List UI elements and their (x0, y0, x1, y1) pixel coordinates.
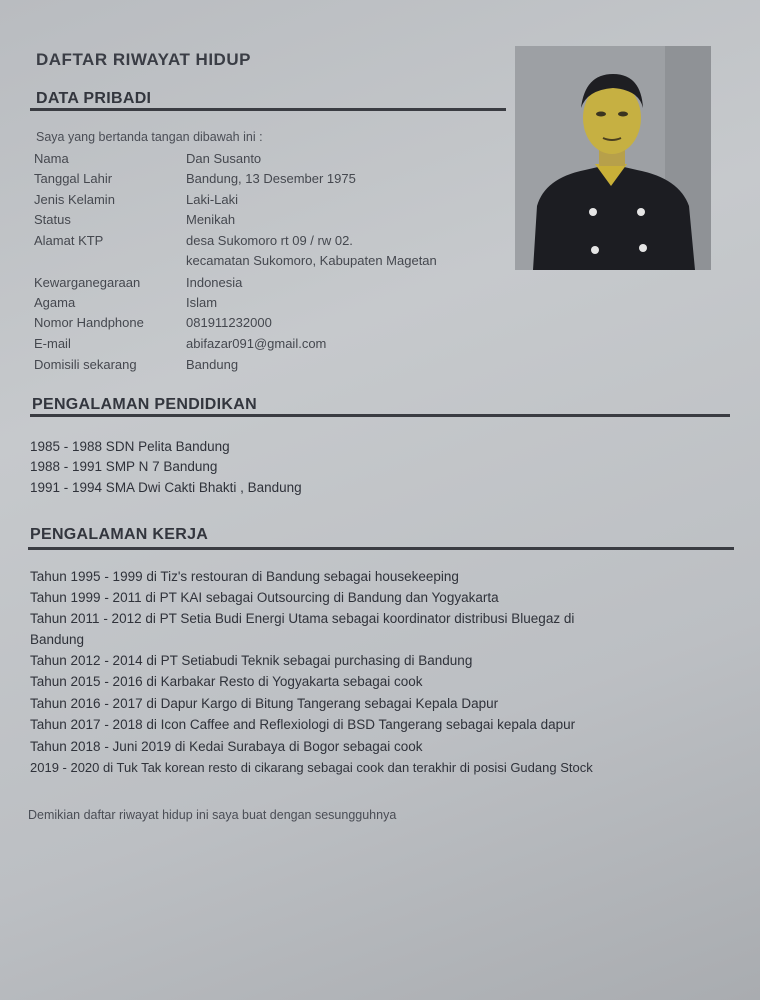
field-value: Laki-Laki (186, 192, 239, 207)
profile-photo (515, 46, 711, 270)
work-item: Tahun 2015 - 2016 di Karbakar Resto di Yogyakarta sebagai cook (30, 674, 423, 689)
section-divider (28, 547, 734, 550)
section-heading-personal: DATA PRIBADI (36, 90, 152, 107)
work-item: Tahun 2011 - 2012 di PT Setia Budi Energi Utama sebagai koordinator distribusi Bluegaz di (30, 611, 575, 626)
field-value: Bandung (186, 357, 239, 372)
field-row-nama (34, 151, 261, 166)
section-divider (30, 108, 506, 111)
intro-text: Saya yang bertanda tangan dibawah ini : (36, 130, 263, 144)
field-row-agama (34, 295, 217, 310)
work-item: Tahun 2016 - 2017 di Dapur Kargo di Bitung Tangerang sebagai Kepala Dapur (30, 696, 499, 711)
field-label: E-mail (34, 336, 71, 351)
section-heading-work: PENGALAMAN KERJA (30, 526, 209, 543)
field-value: abifazar091@gmail.com (186, 336, 327, 351)
field-value: Bandung, 13 Desember 1975 (186, 171, 356, 186)
field-label: Nama (34, 151, 69, 166)
education-item: 1985 - 1988 SDN Pelita Bandung (30, 439, 230, 454)
field-label: Nomor Handphone (34, 315, 144, 330)
field-label: Agama (34, 295, 76, 310)
work-item: Tahun 2018 - Juni 2019 di Kedai Surabaya di Bogor sebagai cook (30, 739, 423, 754)
work-item: Tahun 2012 - 2014 di PT Setiabudi Teknik sebagai purchasing di Bandung (30, 653, 473, 668)
field-label: Kewarganegaraan (34, 275, 141, 290)
field-value: Menikah (186, 212, 236, 227)
field-value: Islam (186, 295, 218, 310)
field-label: Tanggal Lahir (34, 171, 113, 186)
field-label: Status (34, 212, 71, 227)
field-value: 081911232000 (186, 315, 272, 330)
field-row-email (34, 336, 326, 351)
page-title: DAFTAR RIWAYAT HIDUP (36, 50, 251, 69)
field-value: desa Sukomoro rt 09 / rw 02. (186, 233, 353, 248)
field-row-status (34, 212, 235, 227)
field-label: Alamat KTP (34, 233, 104, 248)
work-item: 2019 - 2020 di Tuk Tak korean resto di cikarang sebagai cook dan terakhir di posisi Gudang Stock (30, 760, 593, 775)
closing-statement: Demikian daftar riwayat hidup ini saya buat dengan sesungguhnya (28, 808, 397, 822)
field-row-alamat-cont (34, 253, 437, 268)
field-label: Jenis Kelamin (34, 192, 115, 207)
field-row-kewarganegaraan (34, 275, 242, 290)
work-item: Tahun 1999 - 2011 di PT KAI sebagai Outsourcing di Bandung dan Yogyakarta (30, 590, 499, 605)
work-item: Tahun 2017 - 2018 di Icon Caffee and Reflexiologi di BSD Tangerang sebagai kepala dapur (30, 717, 576, 732)
work-item: Bandung (30, 632, 85, 647)
field-row-handphone (34, 315, 272, 330)
field-row-tanggal-lahir (34, 171, 356, 186)
field-row-domisili (34, 357, 238, 372)
field-value: Indonesia (186, 275, 243, 290)
field-value: Dan Susanto (186, 151, 262, 166)
section-heading-education: PENGALAMAN PENDIDIKAN (32, 396, 257, 413)
profile-photo-illustration (515, 46, 711, 270)
education-item: 1991 - 1994 SMA Dwi Cakti Bhakti , Bandung (30, 480, 302, 495)
work-item: Tahun 1995 - 1999 di Tiz's restouran di Bandung sebagai housekeeping (30, 569, 459, 584)
section-divider (30, 414, 730, 417)
field-label: Domisili sekarang (34, 357, 137, 372)
field-row-alamat-ktp (34, 233, 353, 248)
education-item: 1988 - 1991 SMP N 7 Bandung (30, 459, 218, 474)
field-value: kecamatan Sukomoro, Kabupaten Magetan (186, 253, 437, 268)
field-row-jenis-kelamin (34, 192, 238, 207)
